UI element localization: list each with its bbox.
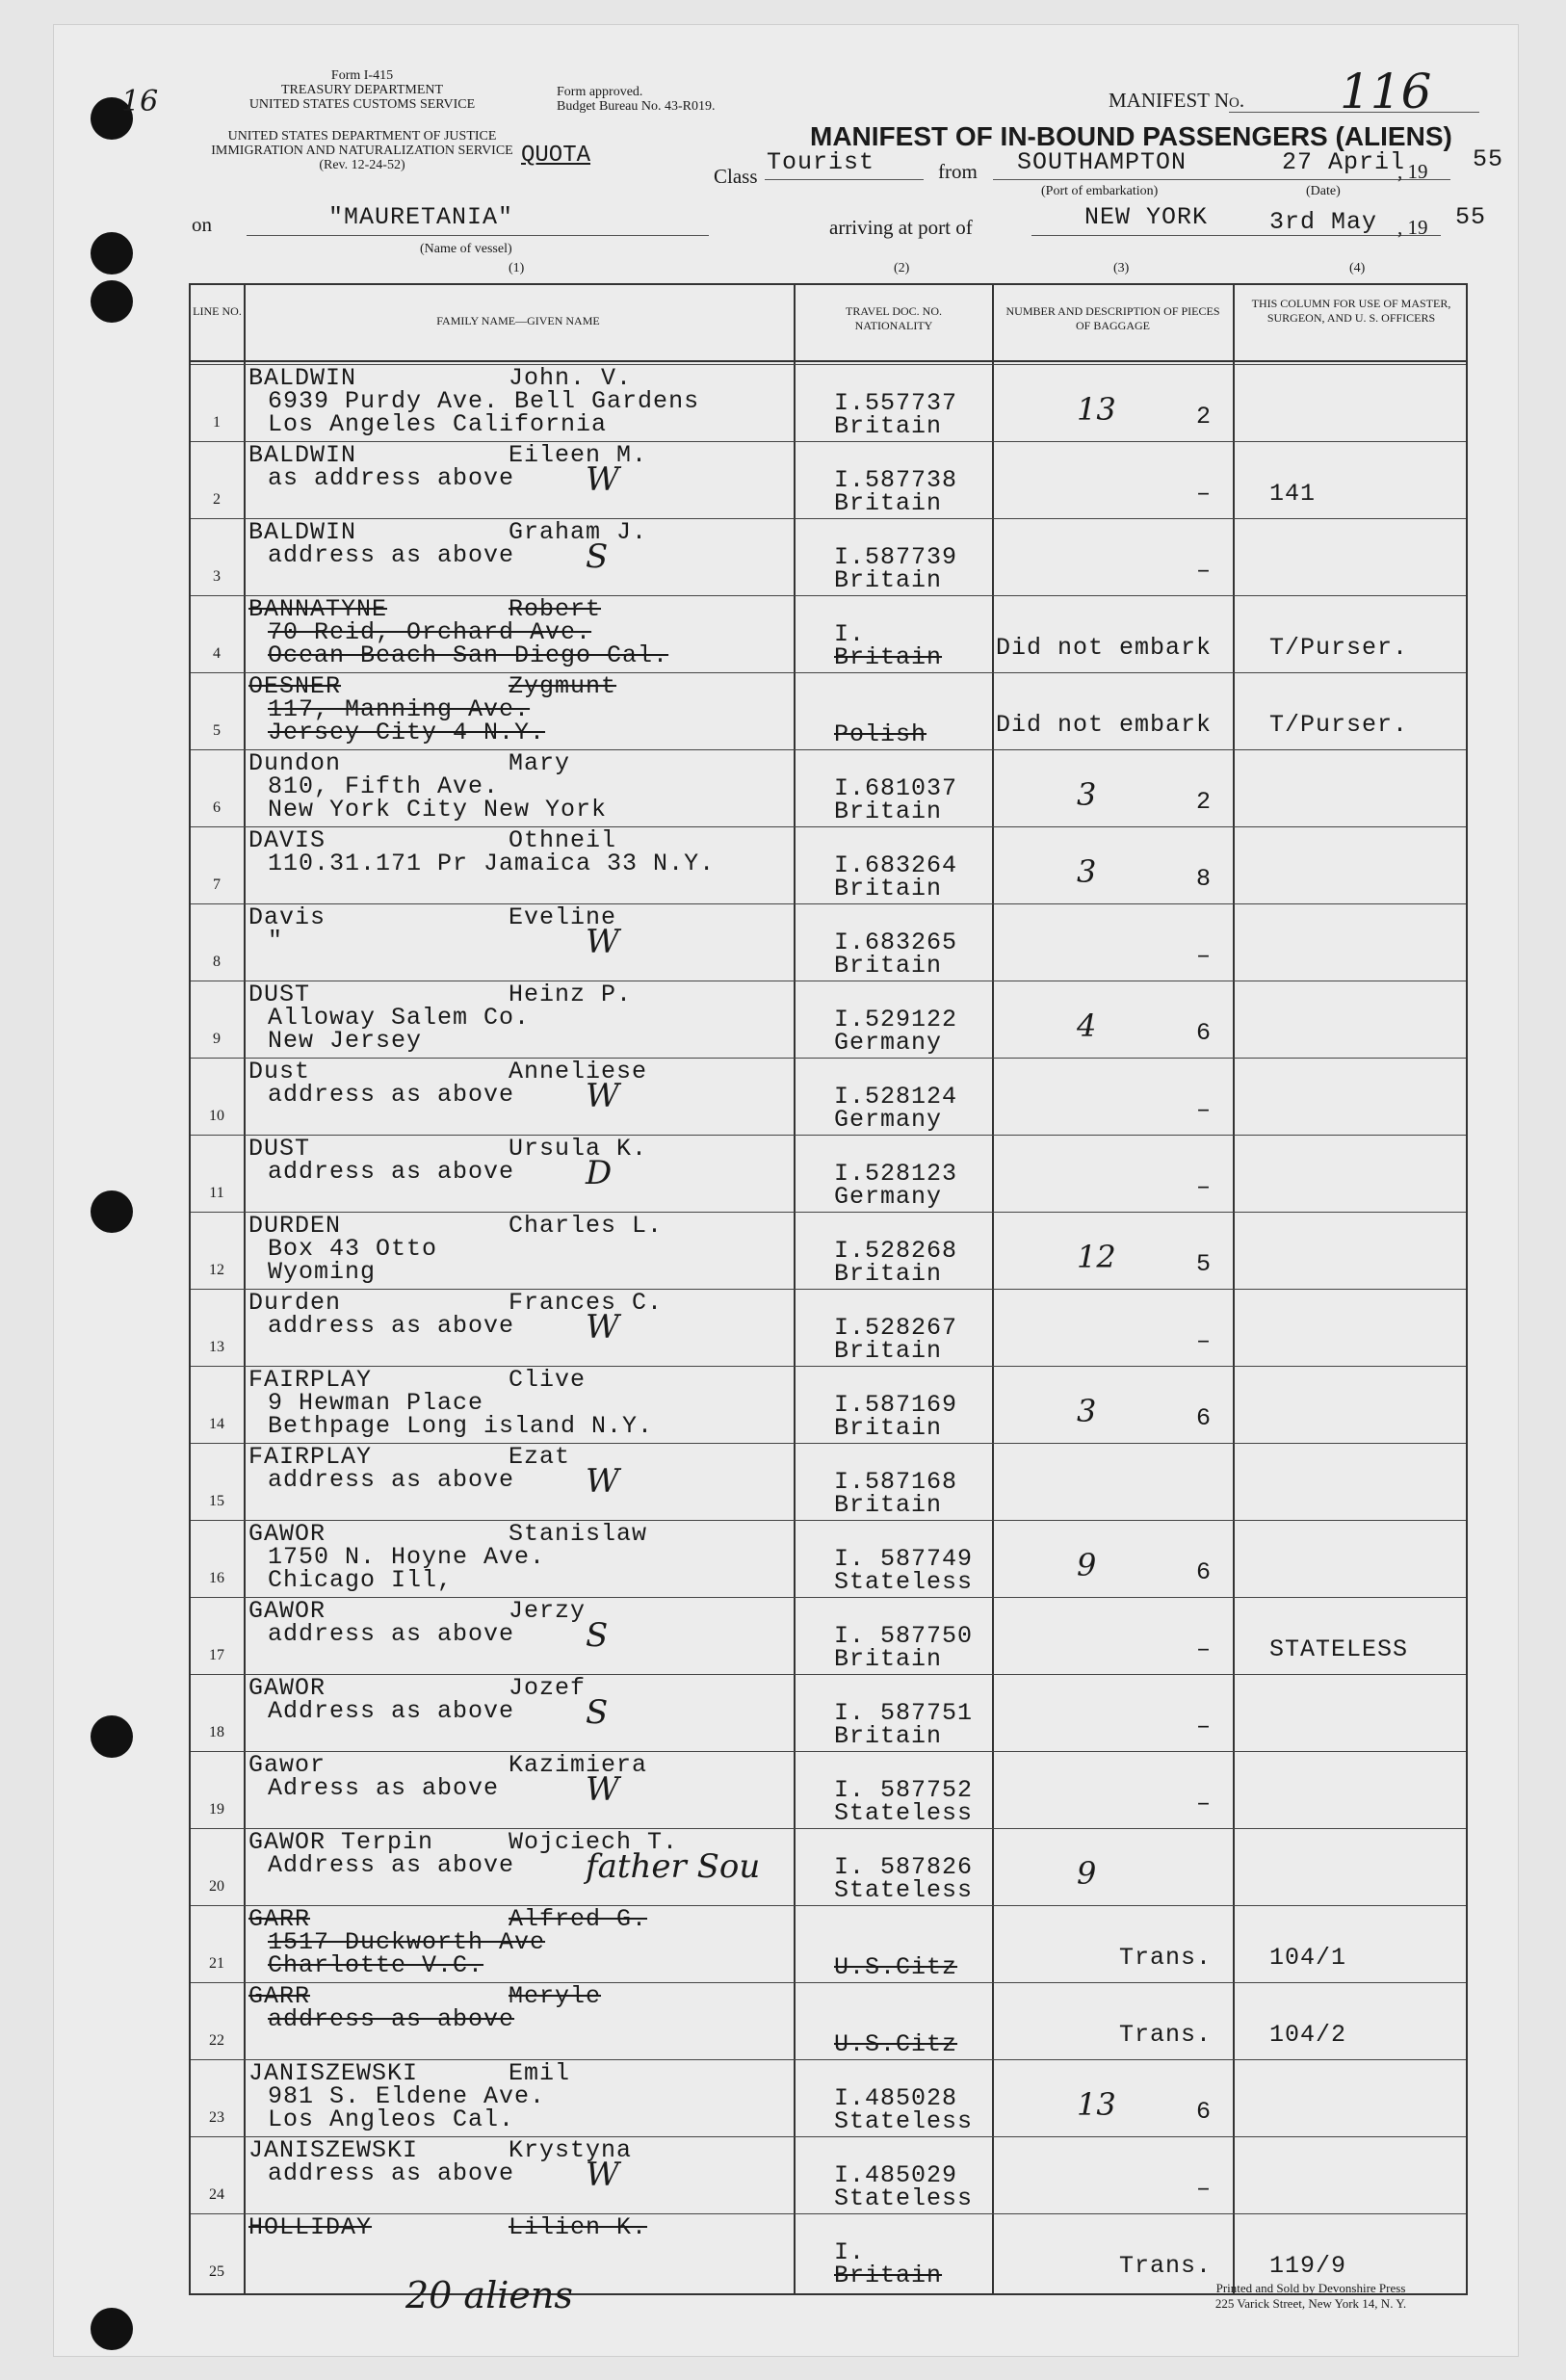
year-prefix-2: , 19 bbox=[1397, 216, 1428, 239]
given-name: Clive bbox=[509, 1366, 587, 1394]
nationality: Britain bbox=[834, 1337, 943, 1365]
baggage-description: – bbox=[1195, 1327, 1212, 1355]
line-number: 15 bbox=[209, 1493, 224, 1509]
header-name: FAMILY NAME—GIVEN NAME bbox=[436, 314, 600, 327]
nationality: Germany bbox=[834, 1106, 943, 1134]
address-line-2: Charlotte V.C. bbox=[268, 1951, 484, 1979]
arrival-year: 55 bbox=[1455, 203, 1487, 231]
travel-doc-no: I.557737 bbox=[834, 389, 958, 417]
travel-doc-no: I.528268 bbox=[834, 1237, 958, 1265]
form-number: Form I-415 bbox=[330, 68, 394, 83]
nationality: Britain bbox=[834, 798, 943, 825]
nationality: Britain bbox=[834, 1491, 943, 1519]
officer-mark: W bbox=[586, 1308, 619, 1347]
officer-mark: S bbox=[586, 1616, 609, 1655]
baggage-description: 2 bbox=[1195, 403, 1212, 431]
officer-note: 141 bbox=[1269, 480, 1317, 508]
given-name: Kazimiera bbox=[509, 1751, 648, 1779]
baggage-count-handwritten: 12 bbox=[1077, 1239, 1116, 1275]
given-name: Heinz P. bbox=[509, 981, 633, 1008]
customs-service: UNITED STATES CUSTOMS SERVICE bbox=[248, 97, 476, 112]
line-number: 13 bbox=[209, 1339, 224, 1355]
table-row bbox=[191, 826, 1466, 903]
nationality: Stateless bbox=[834, 1568, 974, 1596]
family-name: GAWOR bbox=[248, 1520, 326, 1548]
address-line-1: 810, Fifth Ave. bbox=[268, 772, 500, 800]
baggage-description: 6 bbox=[1195, 1404, 1212, 1432]
nationality: Stateless bbox=[834, 1876, 974, 1904]
address-line-2: Wyoming bbox=[268, 1258, 377, 1286]
address-line-2: Chicago Ill, bbox=[268, 1566, 454, 1594]
family-name: GAWOR bbox=[248, 1674, 326, 1702]
family-name: DUST bbox=[248, 981, 311, 1008]
line-number: 17 bbox=[209, 1647, 224, 1663]
given-name: Krystyna bbox=[509, 2136, 633, 2164]
travel-doc-no: I.485029 bbox=[834, 2161, 958, 2189]
manifest-no-label: MANIFEST No. bbox=[1109, 89, 1245, 112]
travel-doc-no: I.528123 bbox=[834, 1160, 958, 1188]
address-line-2: Jersey City 4 N.Y. bbox=[268, 719, 546, 746]
baggage-description: Trans. bbox=[1118, 2021, 1212, 2049]
aliens-count-note: 20 aliens bbox=[405, 2274, 573, 2316]
officer-mark: father Sou bbox=[586, 1847, 761, 1886]
column-2-label: (2) bbox=[894, 261, 910, 275]
given-name: Eveline bbox=[509, 903, 617, 931]
officer-note: STATELESS bbox=[1269, 1635, 1409, 1663]
baggage-description: 2 bbox=[1195, 788, 1212, 816]
given-name: Wojciech T. bbox=[509, 1828, 679, 1856]
table-row bbox=[191, 1520, 1466, 1597]
arriving-label: arriving at port of bbox=[829, 216, 973, 239]
table-row bbox=[191, 1366, 1466, 1443]
line-number: 4 bbox=[213, 645, 221, 662]
nationality: Britain bbox=[834, 1414, 943, 1442]
family-name: GAWOR Terpin bbox=[248, 1828, 434, 1856]
year-prefix-1: , 19 bbox=[1397, 160, 1428, 183]
family-name: Durden bbox=[248, 1289, 342, 1317]
travel-doc-no: I.528124 bbox=[834, 1083, 958, 1111]
given-name: Zygmunt bbox=[509, 672, 617, 700]
nationality: U.S.Citz bbox=[834, 2030, 958, 2058]
address-line-1: 1750 N. Hoyne Ave. bbox=[268, 1543, 546, 1571]
baggage-count-handwritten: 13 bbox=[1077, 2086, 1116, 2123]
officer-note: 104/2 bbox=[1269, 2021, 1347, 2049]
address-line-2: Los Angleos Cal. bbox=[268, 2105, 515, 2133]
family-name: FAIRPLAY bbox=[248, 1443, 373, 1471]
address-line-1: address as above bbox=[268, 2005, 515, 2033]
printer-address: 225 Varick Street, New York 14, N. Y. bbox=[1214, 2296, 1407, 2311]
family-name: GARR bbox=[248, 1905, 311, 1933]
given-name: Ezat bbox=[509, 1443, 571, 1471]
table-row bbox=[191, 1443, 1466, 1520]
family-name: BALDWIN bbox=[248, 441, 357, 469]
nationality: Stateless bbox=[834, 1799, 974, 1827]
form-revision: (Rev. 12-24-52) bbox=[319, 158, 405, 172]
manifest-table bbox=[189, 283, 1468, 2295]
table-row bbox=[191, 1982, 1466, 2059]
family-name: Gawor bbox=[248, 1751, 326, 1779]
table-row bbox=[191, 1289, 1466, 1366]
address-line-1: address as above bbox=[268, 2159, 515, 2187]
address-line-1: " bbox=[268, 927, 284, 955]
travel-doc-no: I.683265 bbox=[834, 928, 958, 956]
line-number: 14 bbox=[209, 1416, 224, 1432]
line-number: 23 bbox=[209, 2109, 224, 2126]
nationality: Britain bbox=[834, 489, 943, 517]
travel-doc-no: I.587738 bbox=[834, 466, 958, 494]
departure-date: 27 April bbox=[1282, 148, 1406, 176]
table-row bbox=[191, 1751, 1466, 1828]
manifest-page bbox=[53, 24, 1519, 2357]
baggage-description: Did not embark bbox=[995, 634, 1212, 662]
table-row bbox=[191, 2213, 1466, 2290]
nationality: Stateless bbox=[834, 2184, 974, 2212]
address-line-1: address as above bbox=[268, 1081, 515, 1109]
on-label: on bbox=[192, 213, 212, 236]
table-row bbox=[191, 364, 1466, 441]
given-name: Eileen M. bbox=[509, 441, 648, 469]
quota-label: QUOTA bbox=[521, 143, 591, 169]
family-name: Dust bbox=[248, 1058, 311, 1085]
travel-doc-no: I. 587752 bbox=[834, 1776, 974, 1804]
baggage-description: 8 bbox=[1195, 865, 1212, 893]
address-line-1: 9 Hewman Place bbox=[268, 1389, 484, 1417]
given-name: Mary bbox=[509, 749, 571, 777]
officer-mark: W bbox=[586, 1077, 619, 1115]
embarkation-port: SOUTHAMPTON bbox=[1017, 148, 1188, 176]
address-line-1: address as above bbox=[268, 1158, 515, 1186]
manifest-number: 116 bbox=[1340, 64, 1432, 119]
date-caption: (Date) bbox=[1306, 184, 1341, 198]
officer-mark: W bbox=[586, 2156, 619, 2194]
travel-doc-no: I.683264 bbox=[834, 851, 958, 879]
given-name: Jozef bbox=[509, 1674, 587, 1702]
baggage-description: 6 bbox=[1195, 1558, 1212, 1586]
line-number: 6 bbox=[213, 799, 221, 816]
vessel-caption: (Name of vessel) bbox=[420, 242, 512, 256]
family-name: JANISZEWSKI bbox=[248, 2136, 419, 2164]
form-approved: Form approved. bbox=[557, 85, 643, 99]
table-row bbox=[191, 1674, 1466, 1751]
given-name: Frances C. bbox=[509, 1289, 664, 1317]
arrival-port: NEW YORK bbox=[1084, 203, 1209, 231]
address-line-2: Ocean Beach San Diego Cal. bbox=[268, 641, 669, 669]
nationality: Britain bbox=[834, 875, 943, 902]
family-name: GARR bbox=[248, 1982, 311, 2010]
nationality: Germany bbox=[834, 1029, 943, 1057]
address-line-1: address as above bbox=[268, 541, 515, 569]
officer-mark: W bbox=[586, 923, 619, 961]
header-baggage: NUMBER AND DESCRIPTION OF PIECES OF BAGGAGE bbox=[1005, 304, 1220, 332]
travel-doc-no: I.485028 bbox=[834, 2084, 958, 2112]
nationality: Stateless bbox=[834, 2107, 974, 2135]
nationality: Britain bbox=[834, 412, 943, 440]
family-name: BANNATYNE bbox=[248, 595, 388, 623]
nationality: Britain bbox=[834, 2262, 943, 2289]
address-line-1: 70 Reid, Orchard Ave. bbox=[268, 618, 592, 646]
address-line-1: Alloway Salem Co. bbox=[268, 1004, 531, 1032]
address-line-1: Address as above bbox=[268, 1697, 515, 1725]
arrival-date: 3rd May bbox=[1269, 208, 1378, 236]
travel-doc-no: I.529122 bbox=[834, 1006, 958, 1033]
nationality: Britain bbox=[834, 952, 943, 980]
line-number: 24 bbox=[209, 2186, 224, 2203]
baggage-description: – bbox=[1195, 1635, 1212, 1663]
travel-doc-no: I. bbox=[834, 620, 866, 648]
immigration-service: IMMIGRATION AND NATURALIZATION SERVICE bbox=[211, 144, 513, 158]
line-number: 7 bbox=[213, 876, 221, 893]
table-row bbox=[191, 1135, 1466, 1212]
address-line-1: Box 43 Otto bbox=[268, 1235, 438, 1263]
nationality: U.S.Citz bbox=[834, 1953, 958, 1981]
treasury-department: TREASURY DEPARTMENT bbox=[280, 83, 444, 97]
nationality: Polish bbox=[834, 720, 927, 748]
baggage-description: Trans. bbox=[1118, 1944, 1212, 1972]
table-row bbox=[191, 903, 1466, 981]
baggage-count-handwritten: 3 bbox=[1077, 776, 1097, 813]
address-line-1: 1517 Duckworth Ave bbox=[268, 1928, 546, 1956]
line-number: 5 bbox=[213, 722, 221, 739]
given-name: John. V. bbox=[509, 364, 633, 392]
given-name: Meryle bbox=[509, 1982, 602, 2010]
given-name: Graham J. bbox=[509, 518, 648, 546]
family-name: GAWOR bbox=[248, 1597, 326, 1625]
table-row bbox=[191, 1058, 1466, 1135]
officer-note: 119/9 bbox=[1269, 2252, 1347, 2280]
travel-doc-no: I. 587826 bbox=[834, 1853, 974, 1881]
given-name: Stanislaw bbox=[509, 1520, 648, 1548]
line-number: 21 bbox=[209, 1955, 224, 1972]
department-of-justice: UNITED STATES DEPARTMENT OF JUSTICE bbox=[227, 129, 497, 144]
class-label: Class bbox=[714, 165, 758, 188]
nationality: Britain bbox=[834, 1260, 943, 1288]
given-name: Jerzy bbox=[509, 1597, 587, 1625]
baggage-description: – bbox=[1195, 1096, 1212, 1124]
baggage-count-handwritten: 9 bbox=[1077, 1855, 1097, 1892]
line-number: 1 bbox=[213, 414, 221, 431]
address-line-1: 981 S. Eldene Ave. bbox=[268, 2082, 546, 2110]
baggage-description: 6 bbox=[1195, 2098, 1212, 2126]
baggage-description: – bbox=[1195, 480, 1212, 508]
line-number: 20 bbox=[209, 1878, 224, 1895]
officer-mark: W bbox=[586, 460, 619, 499]
family-name: HOLLIDAY bbox=[248, 2213, 373, 2241]
given-name: Emil bbox=[509, 2059, 571, 2087]
table-row bbox=[191, 1597, 1466, 1674]
baggage-description: – bbox=[1195, 557, 1212, 585]
nationality: Britain bbox=[834, 566, 943, 594]
baggage-description: – bbox=[1195, 1173, 1212, 1201]
given-name: Charles L. bbox=[509, 1212, 664, 1240]
line-number: 22 bbox=[209, 2032, 224, 2049]
given-name: Lilien K. bbox=[509, 2213, 648, 2241]
officer-note: 104/1 bbox=[1269, 1944, 1347, 1972]
line-number: 19 bbox=[209, 1801, 224, 1818]
baggage-description: – bbox=[1195, 2175, 1212, 2203]
from-label: from bbox=[938, 160, 978, 183]
officer-mark: S bbox=[586, 537, 609, 576]
table-row bbox=[191, 981, 1466, 1058]
table-row bbox=[191, 1828, 1466, 1905]
travel-doc-no: I. 587750 bbox=[834, 1622, 974, 1650]
baggage-description: 6 bbox=[1195, 1019, 1212, 1047]
table-row bbox=[191, 2136, 1466, 2213]
given-name: Robert bbox=[509, 595, 602, 623]
address-line-1: Address as above bbox=[268, 1851, 515, 1879]
port-caption: (Port of embarkation) bbox=[1041, 184, 1159, 198]
family-name: FAIRPLAY bbox=[248, 1366, 373, 1394]
officer-mark: S bbox=[586, 1693, 609, 1732]
budget-bureau: Budget Bureau No. 43-R019. bbox=[557, 99, 716, 114]
address-line-2: New Jersey bbox=[268, 1027, 423, 1055]
baggage-count-handwritten: 9 bbox=[1077, 1547, 1097, 1583]
family-name: BALDWIN bbox=[248, 518, 357, 546]
nationality: Britain bbox=[834, 643, 943, 671]
address-line-1: address as above bbox=[268, 1620, 515, 1648]
table-row bbox=[191, 2059, 1466, 2136]
address-line-1: address as above bbox=[268, 1312, 515, 1340]
manifest-title: MANIFEST OF IN-BOUND PASSENGERS (ALIENS) bbox=[810, 121, 1452, 151]
family-name: DUST bbox=[248, 1135, 311, 1163]
baggage-description: – bbox=[1195, 1713, 1212, 1740]
travel-doc-no: I.681037 bbox=[834, 774, 958, 802]
travel-doc-no: I. 587749 bbox=[834, 1545, 974, 1573]
address-line-2: Los Angeles California bbox=[268, 410, 608, 438]
header-officers: THIS COLUMN FOR USE OF MASTER, SURGEON, AND U. S. OFFICERS bbox=[1251, 297, 1451, 325]
family-name: JANISZEWSKI bbox=[248, 2059, 419, 2087]
baggage-count-handwritten: 13 bbox=[1077, 391, 1116, 428]
line-number: 12 bbox=[209, 1262, 224, 1278]
line-number: 3 bbox=[213, 568, 221, 585]
line-number: 11 bbox=[209, 1185, 224, 1201]
baggage-count-handwritten: 3 bbox=[1077, 1393, 1097, 1429]
family-name: DURDEN bbox=[248, 1212, 342, 1240]
travel-doc-no: I.587168 bbox=[834, 1468, 958, 1496]
column-1-label: (1) bbox=[509, 261, 525, 275]
family-name: OESNER bbox=[248, 672, 342, 700]
given-name: Othneil bbox=[509, 826, 617, 854]
given-name: Ursula K. bbox=[509, 1135, 648, 1163]
header-travel-doc: TRAVEL DOC. NO. NATIONALITY bbox=[845, 304, 942, 332]
baggage-description: Did not embark bbox=[995, 711, 1212, 739]
table-row bbox=[191, 1212, 1466, 1289]
address-line-1: Adress as above bbox=[268, 1774, 500, 1802]
family-name: DAVIS bbox=[248, 826, 326, 854]
travel-doc-no: I. 587751 bbox=[834, 1699, 974, 1727]
line-number: 18 bbox=[209, 1724, 224, 1740]
given-name: Anneliese bbox=[509, 1058, 648, 1085]
address-line-2: New York City New York bbox=[268, 796, 608, 824]
officer-mark: D bbox=[586, 1154, 613, 1192]
officer-mark: W bbox=[586, 1462, 619, 1501]
table-row bbox=[191, 595, 1466, 672]
vessel-name: "MAURETANIA" bbox=[328, 203, 514, 231]
handwritten-page-number: 16 bbox=[121, 85, 159, 118]
family-name: Dundon bbox=[248, 749, 342, 777]
given-name: Alfred G. bbox=[509, 1905, 648, 1933]
officer-note: T/Purser. bbox=[1269, 711, 1409, 739]
table-row bbox=[191, 1905, 1466, 1982]
family-name: BALDWIN bbox=[248, 364, 357, 392]
officer-mark: W bbox=[586, 1770, 619, 1809]
baggage-count-handwritten: 4 bbox=[1077, 1007, 1097, 1044]
baggage-count-handwritten: 3 bbox=[1077, 853, 1097, 890]
column-4-label: (4) bbox=[1349, 261, 1366, 275]
table-row bbox=[191, 672, 1466, 749]
nationality: Britain bbox=[834, 1722, 943, 1750]
officer-note: T/Purser. bbox=[1269, 634, 1409, 662]
nationality: Britain bbox=[834, 1645, 943, 1673]
departure-year: 55 bbox=[1473, 145, 1504, 173]
line-number: 9 bbox=[213, 1031, 221, 1047]
travel-doc-no: I. bbox=[834, 2238, 866, 2266]
address-line-1: 6939 Purdy Ave. Bell Gardens bbox=[268, 387, 700, 415]
line-number: 10 bbox=[209, 1108, 224, 1124]
travel-doc-no: I.528267 bbox=[834, 1314, 958, 1342]
printer-name: Printed and Sold by Devonshire Press bbox=[1215, 2281, 1406, 2295]
address-line-1: 110.31.171 Pr Jamaica 33 N.Y. bbox=[268, 850, 716, 877]
address-line-1: as address above bbox=[268, 464, 515, 492]
header-line-no: LINE NO. bbox=[193, 304, 242, 318]
line-number: 8 bbox=[213, 954, 221, 970]
table-row bbox=[191, 749, 1466, 826]
address-line-1: 117, Manning Ave. bbox=[268, 695, 531, 723]
address-line-1: address as above bbox=[268, 1466, 515, 1494]
travel-doc-no: I.587739 bbox=[834, 543, 958, 571]
address-line-2: Bethpage Long island N.Y. bbox=[268, 1412, 654, 1440]
baggage-description: – bbox=[1195, 942, 1212, 970]
baggage-description: – bbox=[1195, 1790, 1212, 1818]
travel-doc-no: I.587169 bbox=[834, 1391, 958, 1419]
table-row bbox=[191, 518, 1466, 595]
table-row bbox=[191, 441, 1466, 518]
column-3-label: (3) bbox=[1113, 261, 1130, 275]
baggage-description: 5 bbox=[1195, 1250, 1212, 1278]
class-value: Tourist bbox=[767, 148, 875, 176]
line-number: 2 bbox=[213, 491, 221, 508]
family-name: Davis bbox=[248, 903, 326, 931]
nationality: Germany bbox=[834, 1183, 943, 1211]
line-number: 25 bbox=[209, 2263, 224, 2280]
line-number: 16 bbox=[209, 1570, 224, 1586]
baggage-description: Trans. bbox=[1118, 2252, 1212, 2280]
